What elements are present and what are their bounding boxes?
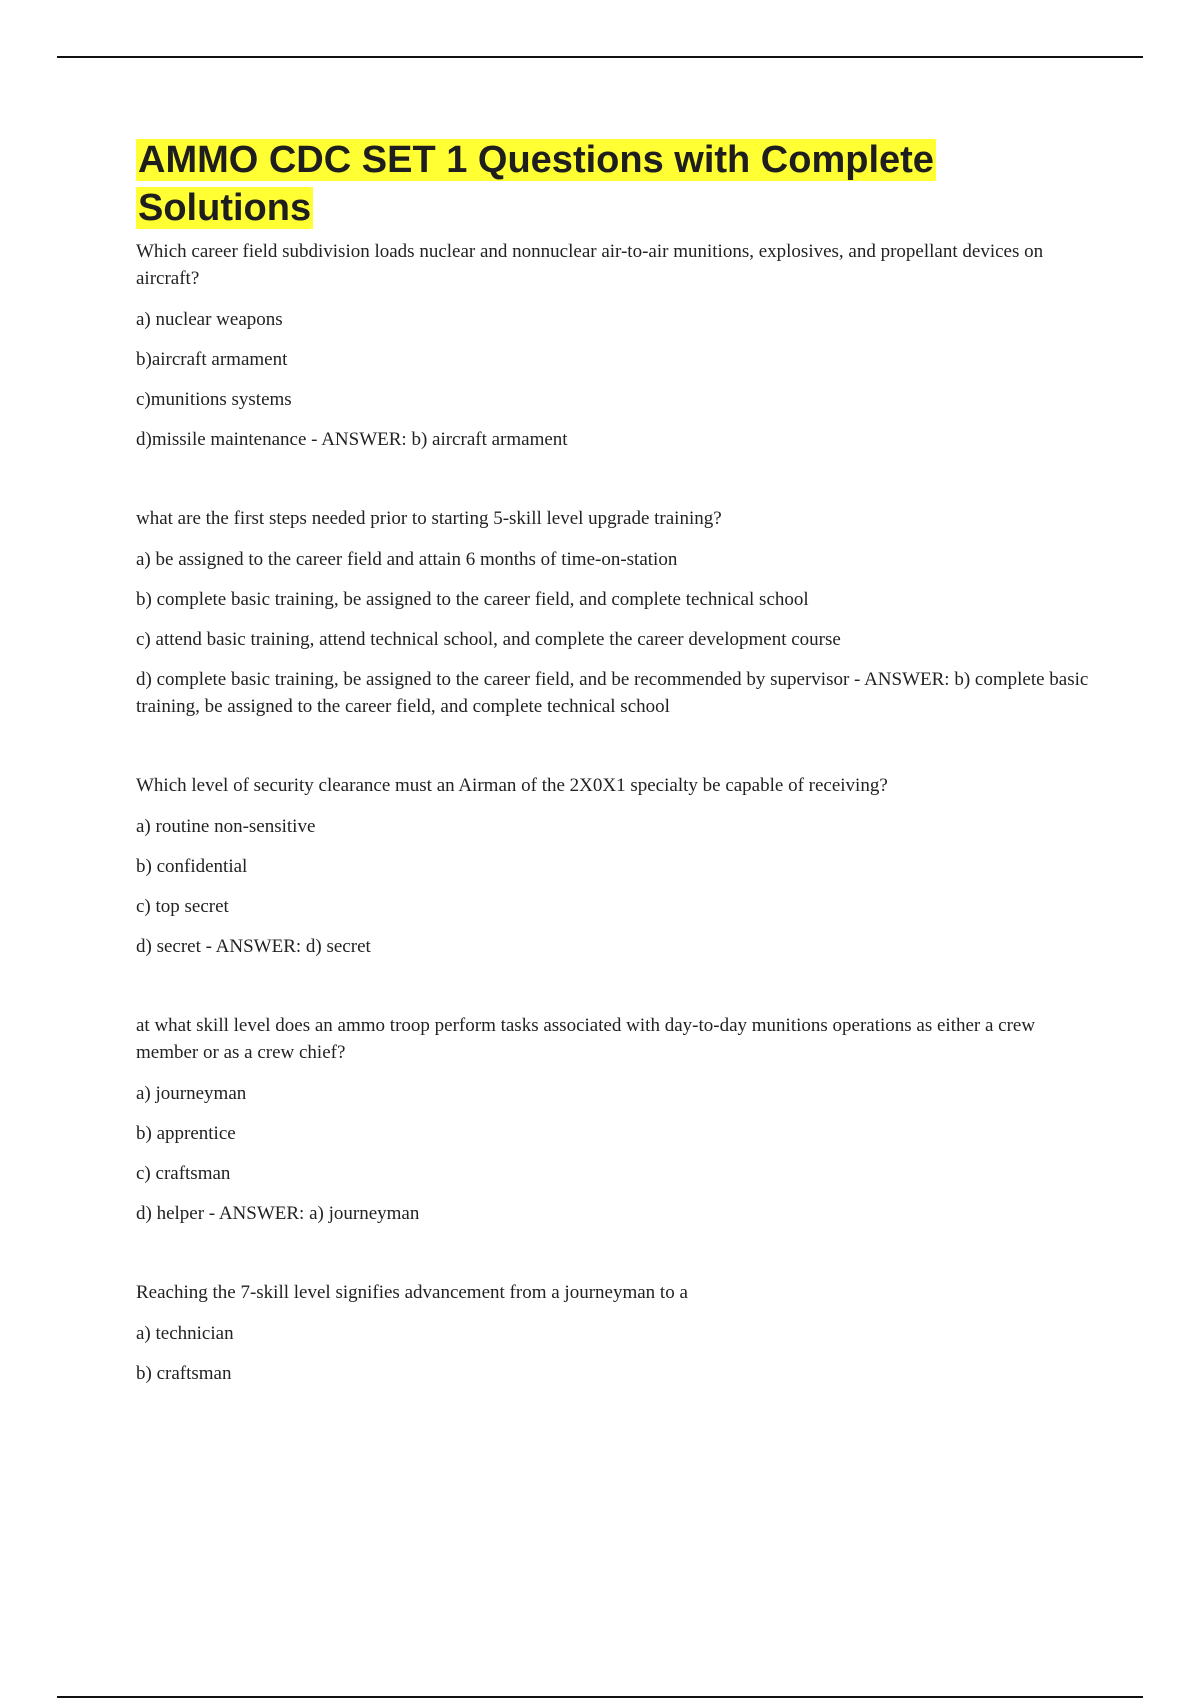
question-5 bbox=[136, 1279, 1096, 1387]
answer-option: c) attend basic training, attend technical school, and complete the career development course bbox=[136, 629, 841, 650]
bottom-rule bbox=[57, 1696, 1143, 1698]
question-1 bbox=[136, 238, 1096, 453]
answer-option: a) be assigned to the career field and attain 6 months of time-on-station bbox=[136, 549, 678, 570]
answer-option: b) craftsman bbox=[136, 1363, 232, 1384]
answer-option: b) complete basic training, be assigned to the career field, and complete technical school bbox=[136, 589, 809, 610]
document-body bbox=[136, 136, 1096, 1401]
answer-option: b) confidential bbox=[136, 856, 248, 877]
answer-option-with-answer: d) complete basic training, be assigned to the career field, and be recommended by supervisor - ANSWER: b) complete basic training, be assigned to the career field, and complete technical school bbox=[136, 669, 1089, 717]
answer-option: c) craftsman bbox=[136, 1163, 231, 1184]
answer-option: b) apprentice bbox=[136, 1123, 236, 1144]
answer-option: a) nuclear weapons bbox=[136, 309, 283, 330]
answer-option-with-answer: d) helper - ANSWER: a) journeyman bbox=[136, 1203, 420, 1224]
question-text: Reaching the 7-skill level signifies advancement from a journeyman to a bbox=[136, 1282, 688, 1303]
top-rule bbox=[57, 56, 1143, 58]
answer-option: a) journeyman bbox=[136, 1083, 247, 1104]
answer-option-with-answer: d) secret - ANSWER: d) secret bbox=[136, 936, 371, 957]
answer-option: a) technician bbox=[136, 1323, 234, 1344]
document-title bbox=[136, 136, 1096, 232]
answer-option: b)aircraft armament bbox=[136, 349, 288, 370]
answer-option-with-answer: d)missile maintenance - ANSWER: b) aircraft armament bbox=[136, 429, 568, 450]
question-3 bbox=[136, 772, 1096, 960]
answer-option: c)munitions systems bbox=[136, 389, 292, 410]
document-title-highlight: AMMO CDC SET 1 Questions with Complete Solutions bbox=[138, 139, 934, 229]
answer-option: a) routine non-sensitive bbox=[136, 816, 316, 837]
question-4 bbox=[136, 1012, 1096, 1227]
answer-option: c) top secret bbox=[136, 896, 229, 917]
question-text: Which career field subdivision loads nuclear and nonnuclear air-to-air munitions, explosives, and propellant devices on aircraft? bbox=[136, 241, 1044, 289]
question-text: Which level of security clearance must an Airman of the 2X0X1 specialty be capable of receiving? bbox=[136, 775, 888, 796]
question-text: what are the first steps needed prior to starting 5-skill level upgrade training? bbox=[136, 508, 722, 529]
question-2 bbox=[136, 505, 1096, 720]
question-text: at what skill level does an ammo troop perform tasks associated with day-to-day munitions operations as either a crew member or as a crew chief? bbox=[136, 1015, 1036, 1063]
